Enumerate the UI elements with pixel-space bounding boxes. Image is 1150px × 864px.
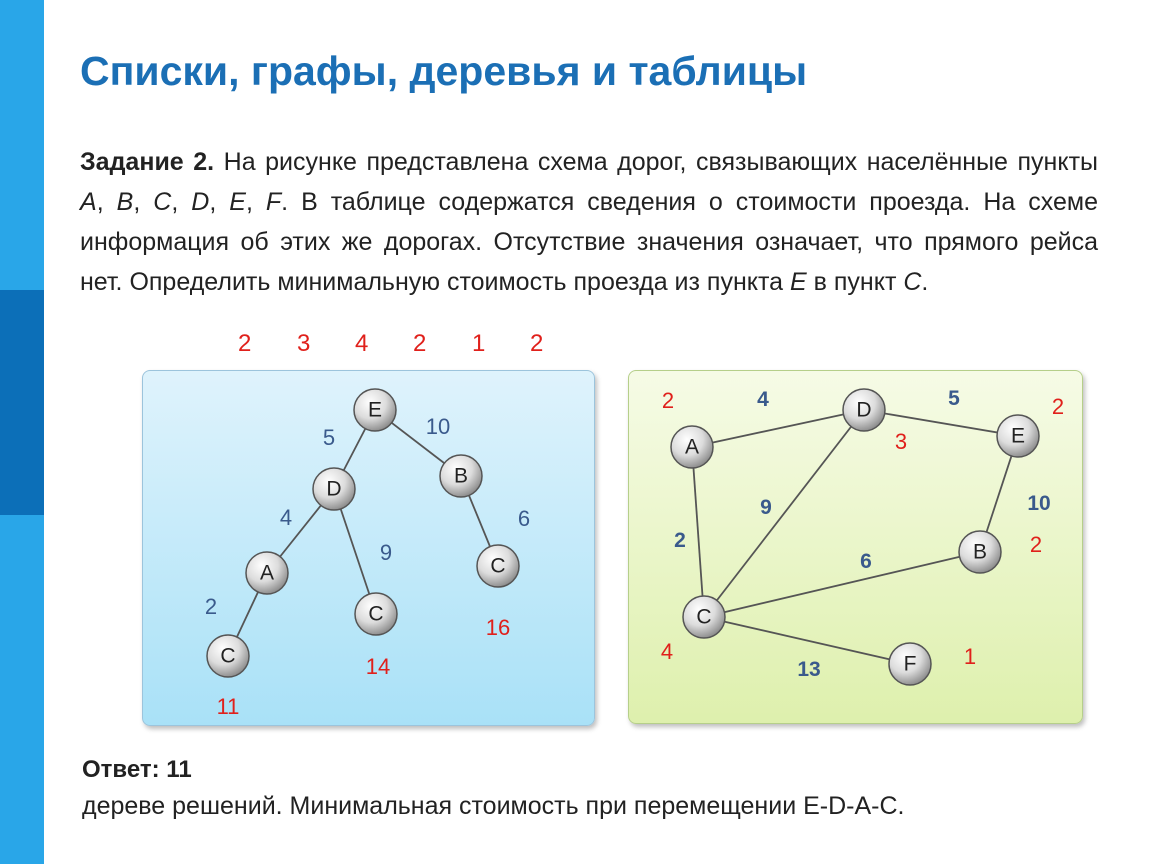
cost-value: 2 bbox=[413, 330, 427, 357]
tree-node-c-1 bbox=[355, 593, 397, 635]
tree-total: 11 bbox=[216, 694, 240, 719]
cost-value: 2 bbox=[238, 330, 252, 357]
task-text-part: . В таблице содержатся сведения о стоимости проезда. На схеме информация об этих же дорогах. Отсутствие значения означает, что прямого рейса нет. Определить минимальную стоимость проезда из пункта bbox=[80, 188, 1098, 296]
map-node-f bbox=[889, 643, 931, 685]
svg-text:E: E bbox=[1010, 424, 1026, 448]
tree-weight: 2 bbox=[204, 594, 218, 619]
tree-node-c-3 bbox=[207, 635, 249, 677]
start-point: E bbox=[790, 268, 807, 296]
map-weight: 13 bbox=[797, 658, 821, 681]
cost-value: 4 bbox=[355, 330, 369, 357]
cost-value: 1 bbox=[472, 330, 486, 357]
cost-value: 3 bbox=[297, 330, 311, 357]
tree-node-c-2 bbox=[477, 545, 519, 587]
svg-text:C: C bbox=[220, 644, 236, 668]
svg-text:A: A bbox=[259, 561, 275, 585]
map-weight: 6 bbox=[860, 550, 872, 573]
tree-node-a bbox=[246, 552, 288, 594]
svg-text:A: A bbox=[684, 435, 700, 459]
map-node-b bbox=[959, 531, 1001, 573]
explanation: дереве решений. Минимальная стоимость при перемещении E-D-A-C. bbox=[82, 792, 905, 820]
map-weight: 5 bbox=[948, 387, 960, 410]
point-d: D bbox=[191, 188, 210, 216]
tree-total: 16 bbox=[485, 615, 511, 640]
svg-text:C: C bbox=[696, 605, 712, 629]
map-node-e bbox=[997, 415, 1039, 457]
cost-value: 2 bbox=[530, 330, 544, 357]
tree-weight: 4 bbox=[279, 505, 293, 530]
map-weight: 4 bbox=[757, 388, 769, 411]
tree-weight: 6 bbox=[517, 506, 531, 531]
tree-weight: 5 bbox=[322, 425, 336, 450]
point-b: B bbox=[116, 188, 134, 216]
node-cost-d: 3 bbox=[894, 429, 908, 454]
map-node-c bbox=[683, 596, 725, 638]
svg-text:F: F bbox=[903, 652, 917, 676]
tree-weight: 9 bbox=[379, 540, 393, 565]
task-text: Задание 2. На рисунке представлена схема дорог, связывающих населённые пункты A, B, C, D, E, F. В таблице содержатся сведения о стоимости проезда. На схеме информация об этих же дорогах. Отсутствие значения означает, что прямого рейса нет. Определить минимальную стоимость проезда из пункта E в пункт C. bbox=[80, 148, 1098, 296]
node-cost-f: 1 bbox=[963, 644, 977, 669]
map-weight: 9 bbox=[760, 496, 772, 519]
node-cost-e: 2 bbox=[1051, 394, 1065, 419]
svg-text:D: D bbox=[856, 398, 872, 422]
node-cost-b: 2 bbox=[1029, 532, 1043, 557]
svg-text:C: C bbox=[490, 554, 506, 578]
tree-weight: 10 bbox=[425, 414, 451, 439]
task-text-part: в пункт bbox=[806, 268, 904, 296]
task-text-part: . bbox=[921, 268, 929, 296]
tree-node-b bbox=[440, 455, 482, 497]
map-edge-d-c bbox=[704, 410, 864, 617]
svg-text:B: B bbox=[453, 464, 469, 488]
map-edge-d-e bbox=[864, 410, 1018, 436]
end-point: C bbox=[903, 268, 922, 296]
map-edge-a-c bbox=[692, 447, 704, 617]
map-node-d bbox=[843, 389, 885, 431]
point-e: E bbox=[229, 188, 246, 216]
map-weight: 10 bbox=[1027, 492, 1051, 515]
point-f: F bbox=[265, 188, 282, 216]
map-edge-c-f bbox=[704, 617, 910, 664]
map-node-a bbox=[671, 426, 713, 468]
page-title: Списки, графы, деревья и таблицы bbox=[80, 48, 808, 94]
svg-text:E: E bbox=[367, 398, 383, 422]
tree-node-e bbox=[354, 389, 396, 431]
svg-text:C: C bbox=[368, 602, 384, 626]
map-edge-c-b bbox=[704, 552, 980, 617]
tree-node-d bbox=[313, 468, 355, 510]
map-weight: 2 bbox=[674, 529, 686, 552]
answer: Ответ: 11 bbox=[82, 756, 192, 783]
node-cost-c: 4 bbox=[660, 639, 674, 664]
map-edge-a-d bbox=[692, 410, 864, 447]
svg-text:D: D bbox=[326, 477, 342, 501]
point-c: C bbox=[153, 188, 172, 216]
node-cost-a: 2 bbox=[661, 388, 675, 413]
task-text-part: На рисунке представлена схема дорог, связывающих населённые пункты bbox=[214, 148, 1098, 176]
svg-text:B: B bbox=[972, 540, 988, 564]
point-a: A bbox=[80, 188, 97, 216]
tree-total: 14 bbox=[365, 654, 391, 679]
task-label: Задание 2. bbox=[80, 148, 215, 176]
